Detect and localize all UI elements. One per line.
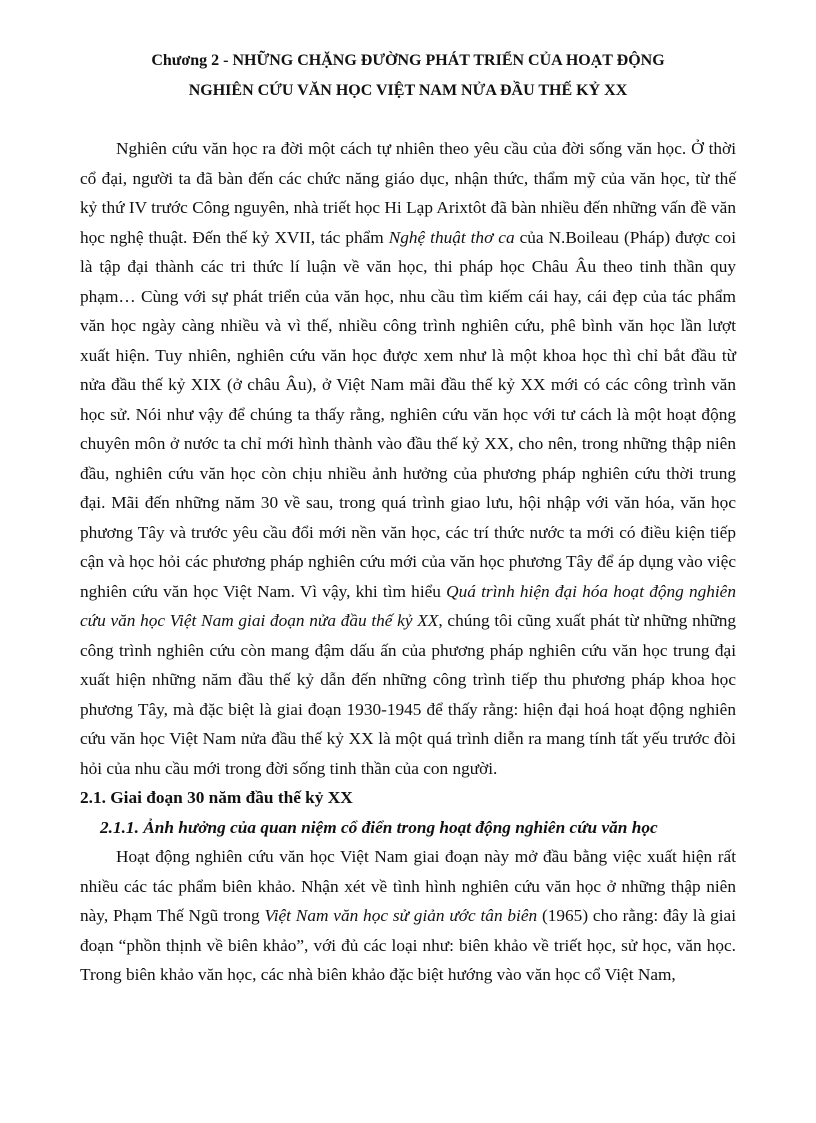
intro-paragraph — [80, 134, 736, 783]
subsection-heading: 2.1.1. Ảnh hưởng của quan niệm cổ điển trong hoạt động nghiên cứu văn học — [100, 817, 658, 837]
section-heading: 2.1. Giai đoạn 30 năm đầu thế kỷ XX — [80, 788, 353, 807]
intro-italic-title-b: Quá trình hiện đại hóa hoạt động nghiên cứu văn học Việt Nam giai đoạn nửa đầu thế kỷ XX — [80, 581, 736, 630]
section-text-a: Hoạt động nghiên cứu văn học Việt Nam giai đoạn này mở đầu bằng việc xuất hiện rất nhiều các tác phẩm biên khảo. Nhận xét về tình hình nghiên cứu văn học ở những thập niên này, Phạm Thế Ngũ trong — [80, 847, 736, 925]
chapter-title-line-1: Chương 2 - NHỮNG CHẶNG ĐƯỜNG PHÁT TRIỂN CỦA HOẠT ĐỘNG — [151, 52, 665, 69]
intro-text-c: , chúng tôi cũng xuất phát từ những những công trình nghiên cứu còn mang đậm dấu ấn của phương pháp nghiên cứu văn học trung đại xuất hiện những năm đầu thế kỷ dẫn đến những công trình tiếp thu phương pháp khoa học phương Tây, mà đặc biệt là giai đoạn 1930-1945 để thấy rằng: hiện đại hoá hoạt động nghiên cứu văn học Việt Nam nửa đầu thế kỷ XX là một quá trình diễn ra mang tính tất yếu trước đòi hỏi của nhu cầu mới trong đời sống tinh thần của con người. — [80, 611, 737, 778]
intro-text-b: của N.Boileau (Pháp) được coi là tập đại thành các tri thức lí luận về văn học, thi pháp học Châu Âu theo tinh thần quy phạm… Cùng với sự phát triển của văn học, nhu cầu tìm kiếm cái hay, cái đẹp của tác phẩm văn học ngày càng nhiều và vì thế, nhiều công trình nghiên cứu, phê bình văn học lần lượt xuất hiện. Tuy nhiên, nghiên cứu văn học được xem như là một khoa học thì chỉ bắt đầu từ nửa đầu thế kỷ XIX (ở châu Âu), ở Việt Nam mãi đầu thế kỷ XX mới có các công trình văn học sử. Nói như vậy để chúng ta thấy rằng, nghiên cứu văn học với tư cách là một hoạt động chuyên môn ở nước ta chỉ mới hình thành vào đầu thế kỷ XX, cho nên, trong những thập niên đầu, nghiên cứu văn học còn chịu nhiều ảnh hưởng của phương pháp nghiên cứu thời trung đại. Mãi đến những năm 30 về sau, trong quá trình giao lưu, hội nhập với văn hóa, văn học phương Tây và trước yêu cầu đổi mới nền văn học, các trí thức nước ta mới có điều kiện tiếp cận và học hỏi các phương pháp nghiên cứu mới của văn học phương Tây để áp dụng vào việc nghiên cứu văn học Việt Nam. Vì vậy, khi tìm hiểu — [80, 227, 736, 601]
chapter-title-line-2: NGHIÊN CỨU VĂN HỌC VIỆT NAM NỬA ĐẦU THẾ KỶ XX — [188, 82, 628, 99]
intro-italic-title-a: Nghệ thuật thơ ca — [388, 227, 515, 247]
section-italic-title: Việt Nam văn học sử giản ước tân biên — [264, 906, 538, 925]
body-text — [80, 134, 736, 990]
section-text-b: (1965) cho rằng: đây là giai đoạn “phồn thịnh về biên khảo”, với đủ các loại như: biên khảo về triết học, sử học, văn học. Trong biên khảo văn học, các nhà biên khảo đặc biệt hướng vào văn học cổ Việt Nam, — [80, 906, 736, 984]
section-paragraph — [80, 842, 736, 990]
intro-text-a: Nghiên cứu văn học ra đời một cách tự nhiên theo yêu cầu của đời sống văn học. Ở thời cổ đại, người ta đã bàn đến các chức năng giáo dục, nhận thức, thẩm mỹ của văn học, từ thế kỷ thứ IV trước Công nguyên, nhà triết học Hi Lạp Arixtôt đã bàn nhiều đến những vấn đề văn học nghệ thuật. Đến thế kỷ XVII, tác phẩm — [80, 139, 736, 247]
chapter-title — [80, 46, 736, 106]
